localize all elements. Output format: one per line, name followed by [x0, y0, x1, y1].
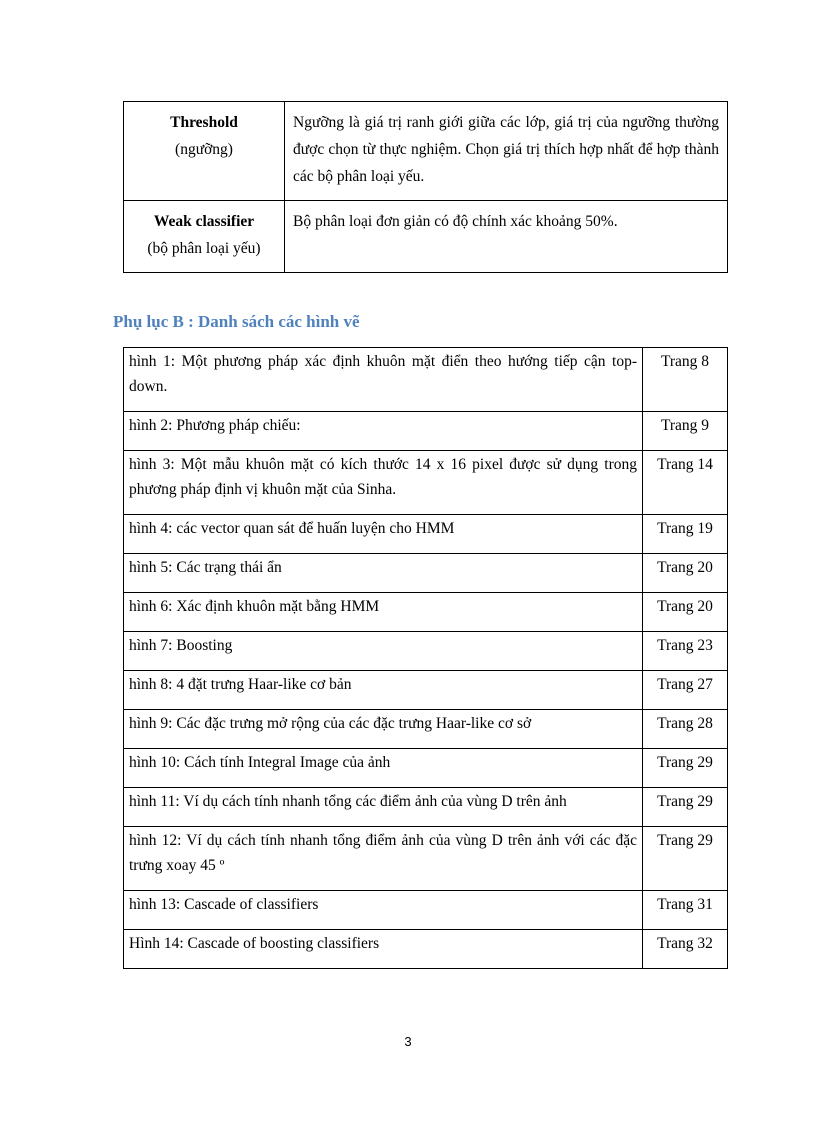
figure-row	[124, 348, 728, 412]
figure-caption: hình 6: Xác định khuôn mặt bằng HMM	[124, 593, 643, 632]
glossary-definition: Ngưỡng là giá trị ranh giới giữa các lớp, giá trị của ngưỡng thường được chọn từ thực nghiệm. Chọn giá trị thích hợp nhất để hợp thành các bộ phân loại yếu.	[285, 102, 728, 201]
figure-caption: hình 10: Cách tính Integral Image của ảnh	[124, 749, 643, 788]
figure-caption: hình 5: Các trạng thái ẩn	[124, 554, 643, 593]
figure-row	[124, 930, 728, 969]
figure-caption: hình 4: các vector quan sát để huấn luyện cho HMM	[124, 515, 643, 554]
glossary-term: Weak classifier	[153, 213, 255, 230]
figure-page: Trang 29	[643, 749, 728, 788]
figure-caption: hình 3: Một mẫu khuôn mặt có kích thước 14 x 16 pixel được sử dụng trong phương pháp định vị khuôn mặt của Sinha.	[124, 451, 643, 515]
figure-row	[124, 515, 728, 554]
glossary-term-cell	[124, 201, 285, 273]
figure-caption: hình 7: Boosting	[124, 632, 643, 671]
figure-caption: hình 11: Ví dụ cách tính nhanh tổng các điểm ảnh của vùng D trên ảnh	[124, 788, 643, 827]
figure-row	[124, 593, 728, 632]
glossary-term-translation: (ngưỡng)	[175, 141, 233, 158]
glossary-table	[123, 101, 728, 273]
figure-page: Trang 20	[643, 554, 728, 593]
figure-page: Trang 27	[643, 671, 728, 710]
figure-page: Trang 29	[643, 827, 728, 891]
figure-row	[124, 412, 728, 451]
figure-caption: hình 9: Các đặc trưng mở rộng của các đặc trưng Haar-like cơ sở	[124, 710, 643, 749]
figure-page: Trang 23	[643, 632, 728, 671]
figure-page: Trang 14	[643, 451, 728, 515]
figure-row	[124, 451, 728, 515]
figure-caption: hình 13: Cascade of classifiers	[124, 891, 643, 930]
appendix-title: Phụ lục B : Danh sách các hình vẽ	[113, 312, 360, 331]
figure-page: Trang 8	[643, 348, 728, 412]
figure-page: Trang 19	[643, 515, 728, 554]
figure-row	[124, 827, 728, 891]
figure-page: Trang 20	[643, 593, 728, 632]
figure-caption: hình 2: Phương pháp chiếu:	[124, 412, 643, 451]
glossary-term: Threshold	[170, 114, 238, 131]
figure-page: Trang 29	[643, 788, 728, 827]
figure-row	[124, 554, 728, 593]
figure-list-table	[123, 347, 728, 969]
page-number: 3	[404, 1034, 412, 1049]
figure-row	[124, 749, 728, 788]
figure-page: Trang 9	[643, 412, 728, 451]
figure-page: Trang 31	[643, 891, 728, 930]
glossary-row	[124, 102, 728, 201]
figure-caption: hình 12: Ví dụ cách tính nhanh tổng điểm ảnh của vùng D trên ảnh với các đặc trưng xoay 45 º	[124, 827, 643, 891]
glossary-row	[124, 201, 728, 273]
figure-row	[124, 710, 728, 749]
figure-caption: Hình 14: Cascade of boosting classifiers	[124, 930, 643, 969]
figure-row	[124, 632, 728, 671]
figure-page: Trang 28	[643, 710, 728, 749]
glossary-term-cell	[124, 102, 285, 201]
glossary-term-translation: (bộ phân loại yếu)	[147, 240, 261, 257]
figure-row	[124, 788, 728, 827]
figure-caption: hình 8: 4 đặt trưng Haar-like cơ bản	[124, 671, 643, 710]
figure-caption: hình 1: Một phương pháp xác định khuôn mặt điển theo hướng tiếp cận top-down.	[124, 348, 643, 412]
figure-page: Trang 32	[643, 930, 728, 969]
figure-row	[124, 671, 728, 710]
glossary-definition: Bộ phân loại đơn giản có độ chính xác khoảng 50%.	[285, 201, 728, 273]
figure-row	[124, 891, 728, 930]
